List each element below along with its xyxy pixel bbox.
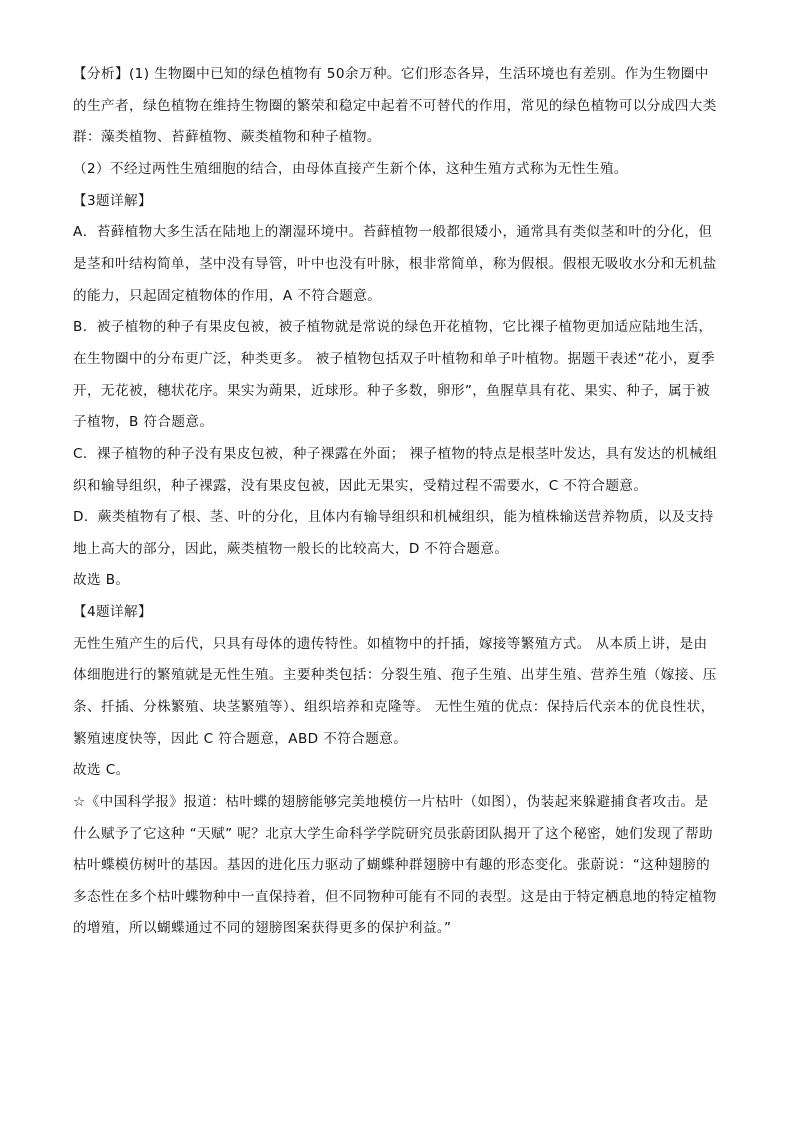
analysis-line-4: （2）不经过两性生殖细胞的结合，由母体直接产生新个体，这种生殖方式称为无性生殖。 [73,161,628,177]
analysis-line-2: 的生产者，绿色植物在维持生物圈的繁荣和稳定中起着不可替代的作用，常见的绿色植物可以分成四大类 [73,98,717,114]
q3-option-b-line-1: B．被子植物的种子有果皮包被，被子植物就是常说的绿色开花植物，它比裸子植物更加适应陆地生活， [73,319,713,335]
q3-option-c-line-1: C．裸子植物的种子没有果皮包被，种子裸露在外面； 裸子植物的特点是根茎叶发达，具有发达的机械组 [73,446,718,462]
q3-heading: 【3题详解】 [73,193,153,209]
q3-option-d-line-1: D．蕨类植物有了根、茎、叶的分化，且体内有输导组织和机械组织，能为植株输送营养物质，以及支持 [73,509,714,525]
q4-line-2: 体细胞进行的繁殖就是无性生殖。主要种类包括：分裂生殖、孢子生殖、出芽生殖、营养生殖（嫁接、压 [73,667,717,683]
q4-line-4: 繁殖速度快等，因此 C 符合题意，ABD 不符合题意。 [73,731,408,747]
q3-answer: 故选 B。 [73,572,130,588]
q4-line-1: 无性生殖产生的后代，只具有母体的遗传特性。如植物中的扦插，嫁接等繁殖方式。 从本质上讲，是由 [73,636,708,652]
news-line-2: 什么赋予了它这种 “天赋” 呢？北京大学生命科学学院研究员张蔚团队揭开了这个秘密，她们发现了帮助 [73,826,714,842]
q3-option-c-line-2: 织和输导组织，种子裸露，没有果皮包被，因此无果实，受精过程不需要水，C 不符合题意。 [73,478,648,494]
q4-answer: 故选 C。 [73,762,130,778]
news-line-3: 枯叶蝶模仿树叶的基因。基因的进化压力驱动了蝴蝶种群翅膀中有趣的形态变化。张蔚说：“这种翅膀的 [73,857,711,873]
q3-option-d-line-2: 地上高大的部分，因此，蕨类植物一般长的比较高大，D 不符合题意。 [73,541,509,557]
q4-heading: 【4题详解】 [73,604,153,620]
analysis-line-1: 【分析】(1) 生物圈中已知的绿色植物有 50余万种。它们形态各异，生活环境也有差别。作为生物圈中 [73,66,709,82]
q3-option-a-line-3: 的能力，只起固定植物体的作用，A 不符合题意。 [73,288,382,304]
news-line-4: 多态性在多个枯叶蝶物种中一直保持着，但不同物种可能有不同的表型。这是由于特定栖息地的特定植物 [73,889,717,905]
news-line-5: 的增殖，所以蝴蝶通过不同的翅膀图案获得更多的保护利益。” [73,920,452,936]
q3-option-b-line-3: 开，无花被，穗状花序。果实为蒴果，近球形。种子多数，卵形”，鱼腥草具有花、果实、种子，属于被 [73,383,711,399]
q3-option-a-line-1: A．苔藓植物大多生活在陆地上的潮湿环境中。苔藓植物一般都很矮小，通常具有类似茎和叶的分化，但 [73,224,713,240]
q3-option-b-line-2: 在生物圈中的分布更广泛，种类更多。 被子植物包括双子叶植物和单子叶植物。据题干表述“花小，夏季 [73,351,715,367]
q3-option-b-line-4: 子植物，B 符合题意。 [73,414,214,430]
q4-line-3: 条、扦插、分株繁殖、块茎繁殖等）、组织培养和克隆等。 无性生殖的优点：保持后代亲本的优良性状， [73,699,715,715]
news-line-1: ☆《中国科学报》报道：枯叶蝶的翅膀能够完美地模仿一片枯叶（如图），伪装起来躲避捕食者攻击。是 [73,794,709,810]
analysis-line-3: 群：藻类植物、苔藓植物、蕨类植物和种子植物。 [73,129,381,145]
q3-option-a-line-2: 是茎和叶结构简单，茎中没有导管，叶中也没有叶脉，根非常简单，称为假根。假根无吸收水分和无机盐 [73,256,717,272]
